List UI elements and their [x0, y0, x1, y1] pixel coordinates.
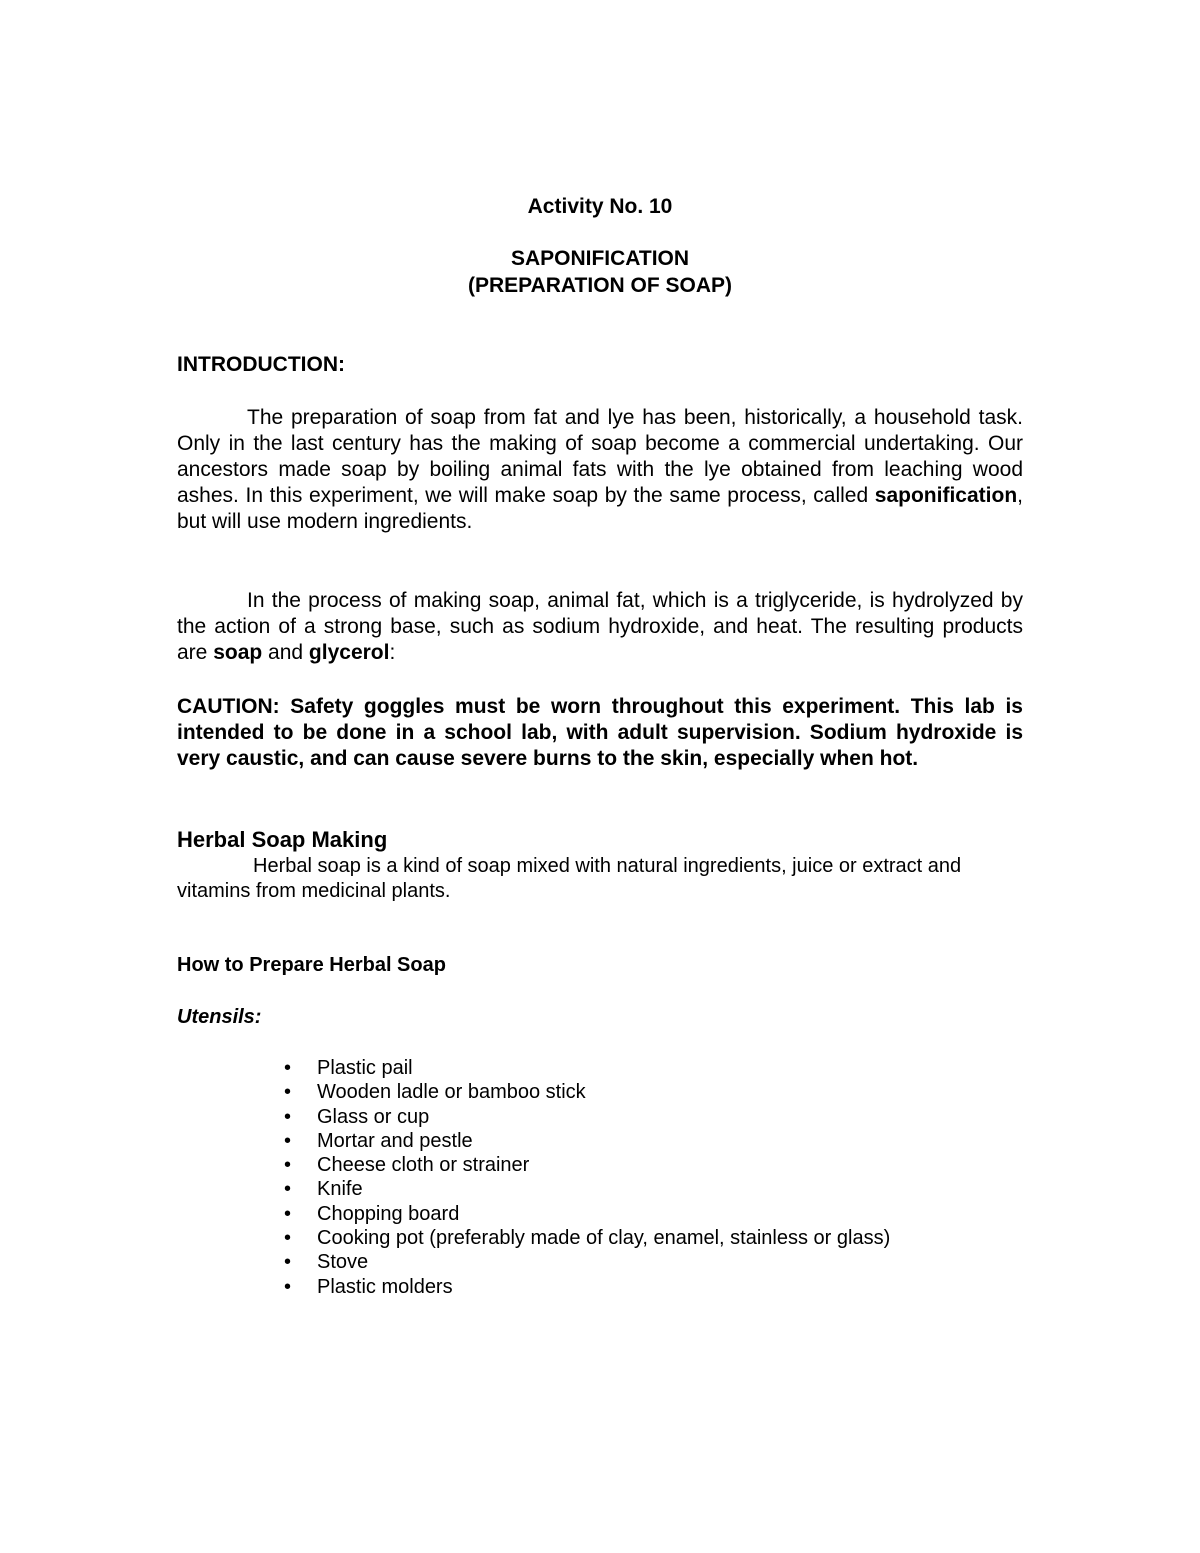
herbal-soap-heading: Herbal Soap Making	[177, 827, 388, 852]
document-subtitle: (PREPARATION OF SOAP)	[467, 274, 733, 297]
list-item	[284, 1202, 890, 1226]
paragraph-2-text-a: In the process of making soap, animal fat, which is a triglyceride, is hydrolyzed by the action of a strong base, such as sodium hydroxide, and heat. The resulting products are	[177, 589, 1023, 664]
saponification-term: saponification	[874, 484, 1018, 507]
list-item-label: Plastic molders	[317, 1275, 453, 1298]
activity-number: Activity No. 10	[527, 195, 673, 218]
list-item	[284, 1129, 890, 1153]
list-item	[284, 1226, 891, 1250]
caution-note: CAUTION: Safety goggles must be worn throughout this experiment. This lab is intended to be done in a school lab, with adult supervision. Sodium hydroxide is very caustic, and can cause severe burns to the skin, especially when hot.	[177, 695, 1023, 770]
list-item	[284, 1275, 890, 1299]
bullet-icon: •	[284, 1081, 292, 1104]
list-item	[284, 1153, 890, 1177]
list-item	[284, 1105, 890, 1129]
list-item	[284, 1250, 890, 1274]
prepare-heading: How to Prepare Herbal Soap	[177, 954, 446, 976]
utensils-label: Utensils:	[177, 1006, 262, 1028]
list-item	[284, 1080, 890, 1104]
introduction-paragraph-2	[177, 588, 1023, 666]
introduction-heading: INTRODUCTION:	[177, 353, 345, 376]
herbal-soap-description	[177, 854, 1023, 904]
bullet-icon: •	[284, 1129, 292, 1152]
bullet-icon: •	[284, 1202, 292, 1225]
utensil-list	[284, 1056, 891, 1299]
bullet-icon: •	[284, 1275, 292, 1298]
herbal-soap-description-text: Herbal soap is a kind of soap mixed with natural ingredients, juice or extract and vitamins from medicinal plants.	[177, 855, 962, 902]
paragraph-1-text-a: The preparation of soap from fat and lye has been, historically, a household task. Only in the last century has the making of soap become a commercial undertaking. Our ancestors made soap by boiling animal fats with the lye obtained from leaching wood ashes. In this experiment, we will make soap by the same process, called	[177, 406, 1023, 507]
list-item-label: Chopping board	[317, 1202, 460, 1225]
bullet-icon: •	[284, 1251, 292, 1274]
list-item-label: Glass or cup	[317, 1105, 430, 1128]
introduction-paragraph-1	[177, 405, 1023, 535]
list-item	[284, 1177, 890, 1201]
paragraph-1-text-b: , but will use modern ingredients.	[177, 484, 1023, 533]
soap-term: soap	[213, 641, 263, 664]
bullet-icon: •	[284, 1178, 292, 1201]
document-title: SAPONIFICATION	[510, 247, 690, 270]
list-item-label: Plastic pail	[317, 1057, 413, 1079]
list-item-label: Wooden ladle or bamboo stick	[317, 1081, 586, 1104]
list-item-label: Mortar and pestle	[317, 1129, 473, 1152]
bullet-icon: •	[284, 1057, 292, 1079]
list-item-label: Stove	[317, 1251, 369, 1274]
list-item-label: Cheese cloth or strainer	[317, 1154, 530, 1177]
paragraph-2-text-b: and	[262, 641, 309, 664]
paragraph-2-text-c: :	[389, 641, 396, 664]
glycerol-term: glycerol	[308, 641, 390, 664]
list-item	[284, 1056, 890, 1080]
bullet-icon: •	[284, 1154, 292, 1177]
bullet-icon: •	[284, 1105, 292, 1128]
list-item-label: Cooking pot (preferably made of clay, enamel, stainless or glass)	[317, 1227, 891, 1250]
list-item-label: Knife	[317, 1178, 363, 1201]
bullet-icon: •	[284, 1227, 292, 1250]
